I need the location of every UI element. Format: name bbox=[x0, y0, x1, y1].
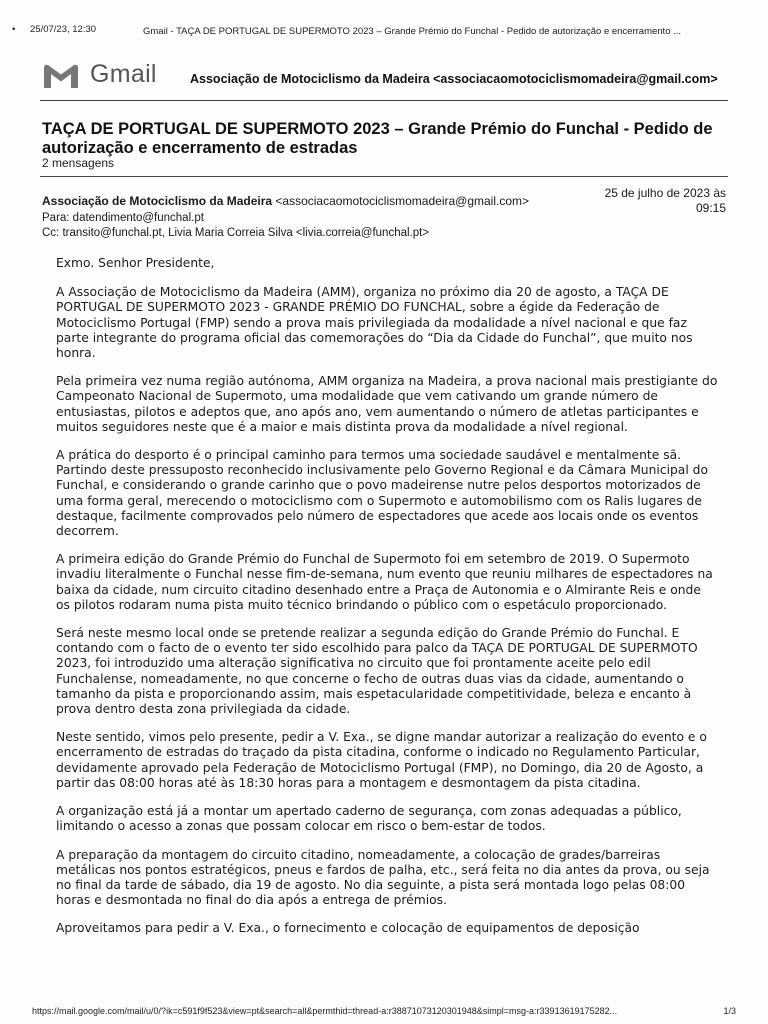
print-title: Gmail - TAÇA DE PORTUGAL DE SUPERMOTO 2023 – Grande Prémio do Funchal - Pedido de autorização e encerramento ... bbox=[143, 26, 682, 37]
header-divider bbox=[40, 100, 728, 101]
body-paragraph: A preparação da montagem do circuito citadino, nomeadamente, a colocação de grades/barreiras metálicas nos pontos estratégicos, pneus e fardos de palha, etc., será feita no dia antes da prova, ou seja no final da tarde de sábado, dia 19 de agosto. No dia seguinte, a pista será montada logo pelas 08:00 horas e desmontada no final do dia após a entrega de prémios. bbox=[56, 847, 710, 908]
gmail-logo-icon bbox=[42, 62, 80, 90]
page-number: 1/3 bbox=[723, 1006, 736, 1016]
message-count: 2 mensagens bbox=[42, 156, 115, 170]
thread-subject: TAÇA DE PORTUGAL DE SUPERMOTO 2023 – Grande Prémio do Funchal - Pedido de autorização e encerramento de estradas bbox=[42, 120, 713, 157]
sender-name: Associação de Motociclismo da Madeira bbox=[42, 194, 273, 208]
sender-email: <associacaomotociclismomadeira@gmail.com> bbox=[272, 194, 530, 208]
body-paragraph: Aproveitamos para pedir a V. Exa., o fornecimento e colocação de equipamentos de deposição bbox=[56, 921, 640, 936]
print-mark: • bbox=[12, 24, 16, 35]
body-paragraph: Pela primeira vez numa região autónoma, AMM organiza na Madeira, a prova nacional mais prestigiante do Campeonato Nacional de Supermoto, uma modalidade que vem cativando um grande número de entusiastas, pilotos e adeptos que, ano após ano, vem aumentando o número de atletas participantes e muitos seguidores neste que é a maior e mais distinta prova da modalidade a nível regional. bbox=[56, 374, 718, 434]
message-body bbox=[56, 256, 718, 950]
message-sender bbox=[42, 194, 529, 208]
print-timestamp: 25/07/23, 12:30 bbox=[30, 24, 97, 35]
print-footer-url: https://mail.google.com/mail/u/0/?ik=c591f9f523&view=pt&search=all&permthid=thread-a:r38871073120301948&simpl=msg-a:r33913619175282... bbox=[32, 1006, 618, 1016]
thread-divider bbox=[40, 176, 728, 177]
gmail-header bbox=[40, 58, 740, 94]
body-paragraph: A primeira edição do Grande Prémio do Funchal de Supermoto foi em setembro de 2019. O Supermoto invadiu literalmente o Funchal nesse fim-de-semana, num evento que reuniu milhares de espectadores na baixa da cidade, num circuito citadino desenhado entre a Praça de Autonomia e o Almirante Reis e onde os pilotos rodaram numa pista muito técnico brindando o público com o espetáculo proporcionado. bbox=[56, 552, 713, 612]
message-date-line: 25 de julho de 2023 às bbox=[604, 186, 726, 200]
account-identity: Associação de Motociclismo da Madeira <associacaomotociclismomadeira@gmail.com> bbox=[190, 72, 718, 86]
message-time: 09:15 bbox=[695, 201, 726, 215]
message-date bbox=[560, 186, 726, 216]
body-paragraph: A Associação de Motociclismo da Madeira (AMM), organiza no próximo dia 20 de agosto, a TAÇA DE PORTUGAL DE SUPERMOTO 2023 - GRANDE PRÉMIO DO FUNCHAL, sobre a égide da Federação de Motociclismo Portugal (FMP) sendo a prova mais privilegiada da modalidade a nível nacional e que faz parte integrante do programa oficial das comemorações do “Dia da Cidade do Funchal”, que muito nos honra. bbox=[56, 285, 693, 361]
recipient-cc: Cc: transito@funchal.pt, Livia Maria Correia Silva <livia.correia@funchal.pt> bbox=[42, 227, 430, 239]
body-paragraph: A prática do desporto é o principal caminho para termos uma sociedade saudável e mentalmente sã. Partindo deste pressuposto reconhecido inclusivamente pelo Governo Regional e da Câmara Municipal do Funchal, e considerando o grande carinho que o povo madeirense nutre pelos desportos motorizados de uma forma geral, merecendo o motociclismo com o Supermoto e automobilismo com os Ralis lugares de destaque, facilmente comprovados pelo número de espectadores que acede aos locais onde os eventos decorrem. bbox=[56, 448, 708, 539]
body-paragraph: A organização está já a montar um apertado caderno de segurança, com zonas adequadas a público, limitando o acesso a zonas que possam colocar em risco o bem-estar de todos. bbox=[56, 804, 682, 834]
greeting: Exmo. Senhor Presidente, bbox=[56, 256, 215, 270]
recipient-to: Para: datendimento@funchal.pt bbox=[42, 212, 204, 224]
body-paragraph: Será neste mesmo local onde se pretende realizar a segunda edição do Grande Prémio do Funchal. E contando com o facto de o evento ter sido escolhido para palco da TAÇA DE PORTUGAL DE SUPERMOTO 2023, foi introduzido uma alteração significativa no circuito que foi prontamente aceite pelo edil Funchalense, nomeadamente, no que concerne o fecho de outras duas vias da cidade, aumentando o tamanho da pista e proporcionando assim, mais espetacularidade competitividade, beleza e encanto à prova dentro desta zona privilegiada da cidade. bbox=[56, 626, 698, 717]
gmail-wordmark: Gmail bbox=[90, 60, 157, 88]
body-paragraph: Neste sentido, vimos pelo presente, pedir a V. Exa., se digne mandar autorizar a realização do evento e o encerramento de estradas do traçado da pista citadina, conforme o indicado no Regulamento Particular, devidamente aprovado pela Federação de Motociclismo Portugal (FMP), no Domingo, dia 20 de Agosto, a partir das 08:00 horas até às 18:30 horas para a montagem e desmontagem da pista citadina. bbox=[56, 730, 707, 790]
